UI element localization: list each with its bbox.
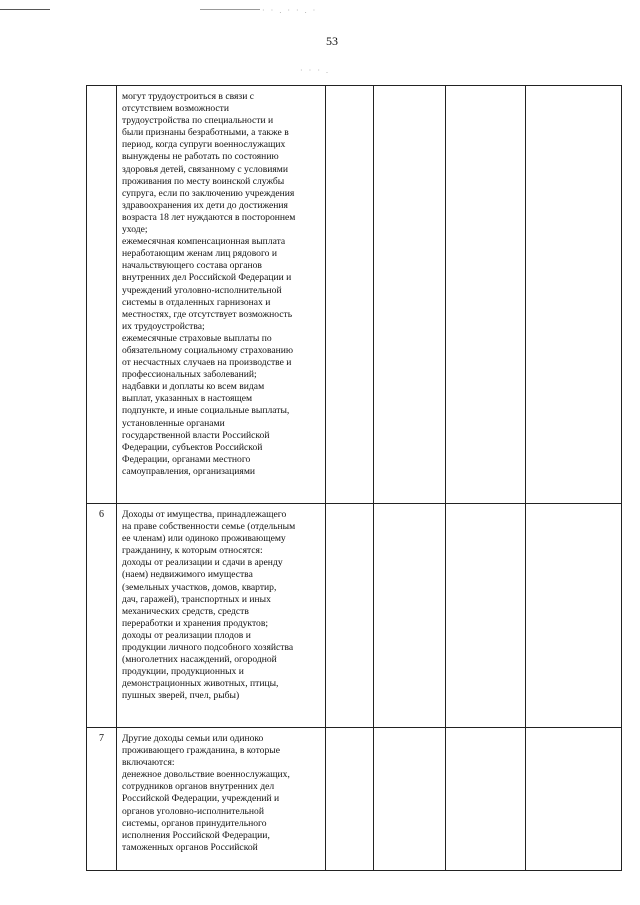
text-line: проживающего гражданина, в которые xyxy=(122,745,280,757)
text-line: демонстрационных животных, птицы, xyxy=(122,678,279,690)
table-row xyxy=(87,86,622,504)
text-line: супруга, если по заключению учреждения xyxy=(122,187,295,199)
income-description xyxy=(117,504,326,728)
text-line: ее членам) или одиноко проживающему xyxy=(122,533,286,545)
text-line: самоуправления, организациями xyxy=(122,465,256,477)
text-line: Федерации, органами местного xyxy=(122,453,251,465)
text-line: были признаны безработными, а также в xyxy=(122,127,289,139)
scan-noise: · · . · · . · xyxy=(262,6,318,15)
row-number xyxy=(87,86,117,504)
row-number: 7 xyxy=(87,728,117,871)
text-line: на праве собственности семье (отдельным xyxy=(122,521,296,533)
scan-noise: · · · . xyxy=(300,66,330,75)
text-line: установленные органами xyxy=(122,417,225,429)
text-line: ежемесячная компенсационная выплата xyxy=(122,236,286,248)
table-row xyxy=(87,728,622,871)
table-body xyxy=(87,86,622,871)
text-line: гражданину, к которым относятся: xyxy=(122,545,263,557)
text-line: обязательному социальному страхованию xyxy=(122,344,294,356)
text-line: неработающим женам лиц рядового и xyxy=(122,248,277,260)
text-line: здравоохранения их дети до достижения xyxy=(122,199,288,211)
text-line: выплат, указанных в настоящем xyxy=(122,393,253,405)
header-rule-middle xyxy=(200,9,260,10)
text-line: профессиональных заболеваний; xyxy=(122,369,257,381)
text-line: (земельных участков, домов, квартир, xyxy=(122,581,277,593)
income-table xyxy=(86,85,622,871)
text-line: таможенных органов Российской xyxy=(122,841,258,853)
text-line: Другие доходы семьи или одиноко xyxy=(122,733,264,744)
text-line: возраста 18 лет нуждаются в постороннем xyxy=(122,211,296,223)
text-line: включаются: xyxy=(122,757,175,769)
text-line: исполнения Российской Федерации, xyxy=(122,829,270,841)
text-line: здоровья детей, связанному с условиями xyxy=(122,163,288,175)
text-line: доходы от реализации плодов и xyxy=(122,629,251,641)
text-line: их трудоустройства; xyxy=(122,320,205,332)
empty-cell xyxy=(326,86,374,504)
text-line: местностях, где отсутствует возможность xyxy=(122,308,293,320)
table-row xyxy=(87,504,622,728)
text-line: переработки и хранения продуктов; xyxy=(122,617,269,629)
text-line: системы, органов принудительного xyxy=(122,817,267,829)
income-description xyxy=(117,728,326,871)
text-line: продукции, продукционных и xyxy=(122,666,244,678)
text-line: отсутствием возможности xyxy=(122,103,229,115)
empty-cell xyxy=(374,504,446,728)
empty-cell xyxy=(446,86,526,504)
text-line: учреждений уголовно-исполнительной xyxy=(122,284,282,296)
text-line: (наем) недвижимого имущества xyxy=(122,569,253,581)
text-line: начальствующего состава органов xyxy=(122,260,262,272)
text-line: могут трудоустроиться в связи с xyxy=(122,91,254,102)
text-line: пушных зверей, пчел, рыбы) xyxy=(122,690,240,702)
text-line: ежемесячные страховые выплаты по xyxy=(122,332,272,344)
empty-cell xyxy=(374,86,446,504)
text-line: внутренних дел Российской Федерации и xyxy=(122,272,292,284)
text-line: продукции личного подсобного хозяйства xyxy=(122,642,294,654)
text-line: доходы от реализации и сдачи в аренду xyxy=(122,557,283,569)
text-line: Доходы от имущества, принадлежащего xyxy=(122,509,287,520)
text-line: подпункте, и иные социальные выплаты, xyxy=(122,405,290,417)
text-line: дач, гаражей), транспортных и иных xyxy=(122,593,271,605)
text-line: проживания по месту воинской службы xyxy=(122,175,285,187)
income-description xyxy=(117,86,326,504)
text-line: уходе; xyxy=(122,224,148,236)
text-line: надбавки и доплаты ко всем видам xyxy=(122,381,265,393)
empty-cell xyxy=(526,504,622,728)
empty-cell xyxy=(326,728,374,871)
header-rule-left xyxy=(0,9,50,10)
text-line: трудоустройства по специальности и xyxy=(122,115,274,127)
empty-cell xyxy=(446,728,526,871)
text-line: органов уголовно-исполнительной xyxy=(122,805,264,817)
text-line: вынуждены не работать по состоянию xyxy=(122,151,279,163)
empty-cell xyxy=(446,504,526,728)
text-line: Российской Федерации, учреждений и xyxy=(122,793,280,805)
empty-cell xyxy=(326,504,374,728)
text-line: (многолетних насаждений, огородной xyxy=(122,654,277,666)
text-line: от несчастных случаев на производстве и xyxy=(122,357,292,369)
text-line: механических средств, средств xyxy=(122,605,249,617)
empty-cell xyxy=(374,728,446,871)
text-line: сотрудников органов внутренних дел xyxy=(122,781,275,793)
empty-cell xyxy=(526,86,622,504)
text-line: период, когда супруги военнослужащих xyxy=(122,139,286,151)
page-number: 53 xyxy=(326,34,338,48)
text-line: системы в отдаленных гарнизонах и xyxy=(122,296,271,308)
text-line: Федерации, субъектов Российской xyxy=(122,441,263,453)
text-line: государственной власти Российской xyxy=(122,429,270,441)
row-number: 6 xyxy=(87,504,117,728)
empty-cell xyxy=(526,728,622,871)
text-line: денежное довольствие военнослужащих, xyxy=(122,769,290,781)
